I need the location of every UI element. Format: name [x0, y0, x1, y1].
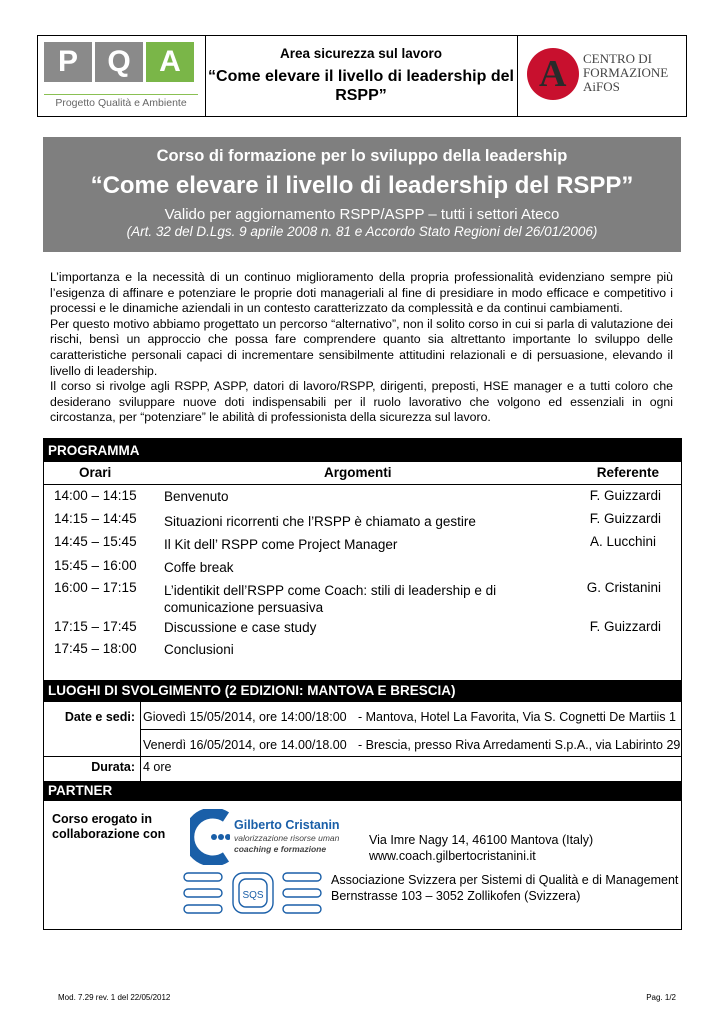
pqa-letter-q: Q	[95, 42, 143, 82]
row-referente: A. Lucchini	[589, 534, 656, 549]
row-orario: 16:00 – 17:15	[54, 580, 137, 595]
banner-title: “Come elevare il livello di leadership del RSPP”	[90, 172, 634, 199]
row-referente: F. Guizzardi	[589, 488, 661, 503]
edition-2-place: - Brescia, presso Riva Arredamenti S.p.A., via Labirinto 29	[358, 738, 681, 752]
row-orario: 17:45 – 18:00	[54, 641, 137, 656]
footer-module-ref: Mod. 7.29 rev. 1 del 22/05/2012	[58, 993, 171, 1002]
sqs-logo-graphic	[183, 871, 323, 915]
row-argomento: Il Kit dell’ RSPP come Project Manager	[164, 537, 398, 552]
sqs-line-1: Associazione Svizzera per Sistemi di Qualità e di Management	[331, 873, 679, 887]
row-referente: F. Guizzardi	[589, 619, 661, 634]
col-referente: Referente	[596, 465, 659, 480]
row-argomento: Benvenuto	[164, 489, 229, 504]
gc-c-icon	[190, 809, 230, 865]
row-orario: 17:15 – 17:45	[54, 619, 137, 634]
row-argomento: L’identikit dell’RSPP come Coach: stili di leadership e di comunicazione persuasiva	[164, 583, 497, 615]
document-header	[37, 35, 687, 117]
pqa-subtitle: Progetto Qualità e Ambiente	[44, 94, 198, 109]
banner-legal-reference: (Art. 32 del D.Lgs. 9 aprile 2008 n. 81 e Accordo Stato Regioni del 26/01/2006)	[126, 224, 598, 239]
durata-value: 4 ore	[143, 760, 172, 774]
partner-label-line-1: Corso erogato in	[52, 812, 153, 826]
edition-2-date: Venerdì 16/05/2014, ore 14.00/18.00	[143, 738, 347, 752]
intro-paragraph-3: Il corso si rivolge agli RSPP, ASPP, datori di lavoro/RSPP, dirigenti, preposti, HSE manager e a tutti coloro che desiderano sviluppare nuove doti indispensabili per il ruolo lavorativo che volgono ed essenziali in ogni circostanza, per “potenziare” le abilità di professionista della sicurezza sul lavoro.	[50, 379, 673, 425]
gc-tagline-1: valorizzazione risorse uman	[234, 833, 340, 843]
pqa-logo	[38, 36, 206, 116]
pqa-letter-a: A	[146, 42, 194, 82]
luoghi-heading: LUOGHI DI SVOLGIMENTO (2 EDIZIONI: MANTOVA E BRESCIA)	[44, 680, 681, 702]
aifos-emblem	[527, 48, 579, 100]
programme-table	[43, 438, 682, 930]
area-label: Area sicurezza sul lavoro	[279, 46, 443, 61]
edition-1-date: Giovedì 15/05/2014, ore 14:00/18:00	[143, 710, 347, 724]
row-argomento: Discussione e case study	[164, 620, 317, 635]
sqs-text: SQS	[242, 890, 264, 901]
partner-label	[52, 812, 165, 842]
header-title-block	[205, 36, 518, 116]
divider	[44, 756, 681, 757]
aifos-logo	[517, 36, 686, 116]
row-referente: G. Cristanini	[586, 580, 661, 595]
sqs-line-2: Bernstrasse 103 – 3052 Zollikofen (Svizzera)	[331, 889, 581, 903]
row-orario: 14:15 – 14:45	[54, 511, 137, 526]
intro-paragraph-2: Per questo motivo abbiamo progettato un percorso “alternativo”, non il solito corso in cui si parla di valutazione dei rischi, bensì un approccio che possa fare comprendere quanto sia altrettanto importante lo sviluppo delle caratteristiche personali capaci di incrementare sensibilmente attitudini relazionali e di persuasione, elevando il livello di leadership.	[50, 316, 673, 378]
row-argomento: Coffe break	[164, 560, 234, 575]
aifos-line-1: CENTRO DI	[583, 51, 652, 66]
sqs-logo	[183, 871, 323, 919]
footer-page-number: Pag. 1/2	[646, 993, 676, 1002]
title-banner	[43, 137, 681, 252]
aifos-line-2: FORMAZIONE	[583, 65, 669, 80]
row-orario: 15:45 – 16:00	[54, 558, 137, 573]
partner-label-line-2: collaborazione con	[52, 827, 166, 841]
col-orari: Orari	[79, 465, 112, 480]
gc-tagline-2: coaching e formazione	[234, 844, 327, 854]
aifos-line-3: AiFOS	[583, 79, 620, 94]
banner-validity: Valido per aggiornamento RSPP/ASPP – tutti i settori Ateco	[164, 206, 560, 223]
aifos-logo-letter: A	[539, 53, 567, 95]
col-argomenti: Argomenti	[324, 465, 392, 480]
pqa-letter-p: P	[44, 42, 92, 82]
header-course-title: “Come elevare il livello di leadership del RSPP”	[208, 68, 514, 104]
intro-text	[50, 270, 673, 426]
row-orario: 14:45 – 15:45	[54, 534, 137, 549]
sqs-address	[331, 872, 678, 904]
gc-name: Gilberto Cristanin	[234, 818, 340, 832]
date-label: Date e sedi:	[64, 710, 135, 724]
durata-label: Durata:	[91, 760, 135, 774]
banner-subtitle: Corso di formazione per lo sviluppo della leadership	[156, 147, 568, 165]
programma-heading: PROGRAMMA	[44, 439, 681, 462]
intro-paragraph-1: L’importanza e la necessità di un continuo miglioramento della propria professionalità evidenziano sempre più l’esigenza di affinare e potenziare le proprie doti manageriali al fine di presidiare in modo efficace e competitivo i processi e le dinamiche aziendali in un contesto caratterizzato da complessità e da continui cambiamenti.	[50, 270, 673, 316]
gc-address-line-1: Via Imre Nagy 14, 46100 Mantova (Italy)	[369, 833, 594, 847]
programma-column-headers	[44, 462, 681, 485]
locations-divider	[140, 702, 141, 784]
gilberto-cristanini-logo	[190, 809, 360, 867]
gc-address	[369, 832, 593, 864]
row-argomento: Situazioni ricorrenti che l’RSPP è chiamato a gestire	[164, 514, 476, 529]
row-referente: F. Guizzardi	[589, 511, 661, 526]
divider	[140, 729, 681, 730]
gc-website: www.coach.gilbertocristanini.it	[369, 849, 536, 863]
row-argomento: Conclusioni	[164, 642, 234, 657]
partner-heading: PARTNER	[44, 781, 681, 801]
edition-1-place: - Mantova, Hotel La Favorita, Via S. Cognetti De Martiis 1	[358, 710, 676, 724]
row-orario: 14:00 – 14:15	[54, 488, 137, 503]
